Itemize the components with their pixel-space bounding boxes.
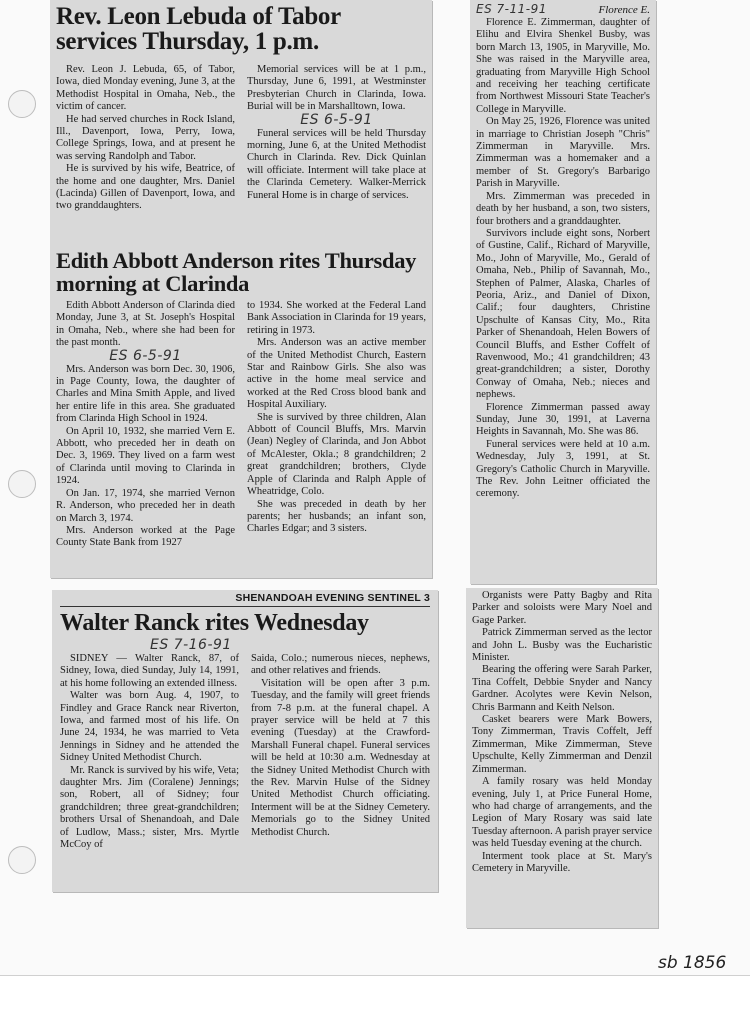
anderson-paragraph: She is survived by three children, Alan Abbott of Council Bluffs, Mrs. Marvin (Jean) Negley of Clarinda, and Jon Abbot of McAlester, Okla.; 8 grandchildren; 2 great grandchildren; brothers, Clyde Apple of Clarinda and Ralph Apple of Wheatridge, Colo. (247, 411, 426, 498)
anderson-paragraph: On Jan. 17, 1974, she married Vernon R. Anderson, who preceded her in death on March 3, 1974. (56, 487, 235, 524)
binder-hole (8, 90, 36, 118)
anderson-paragraph: Mrs. Anderson was born Dec. 30, 1906, in Page County, Iowa, the daughter of Charles and Mina Smith Apple, and lived her entire life in this area. She graduated from Clarinda High School in 1924. (56, 363, 235, 425)
lebuda-paragraph: Memorial services will be at 1 p.m., Thursday, June 6, 1991, at Westminster Presbyterian Church in Clarinda, Iowa. Burial will be in Marshalltown, Iowa. (247, 64, 426, 113)
zimmerman-paragraph: Casket bearers were Mark Bowers, Tony Zimmerman, Travis Coffelt, Jeff Zimmerman, Mike Zimmerman, Steve Upschulte, Kelly Zimmerman and Denzil Zimmerman. (472, 714, 652, 775)
zimmerman-paragraph: Organists were Patty Bagby and Rita Parker and soloists were Mary Noel and Gage Parker. (472, 590, 652, 626)
lebuda-paragraph: He is survived by his wife, Beatrice, of the home and one daughter, Mrs. Daniel (Lacinda) Gillen of Davenport, Iowa, and two granddaughters. (56, 163, 235, 212)
zimmerman-paragraph: On May 25, 1926, Florence was united in marriage to Christian Joseph "Chris" Zimmerman in Maryville. Mrs. Zimmerman was a homemaker and a member of St. Gregory's Barbarigo Parish in Maryville. (476, 116, 650, 190)
clipping-zimmerman (470, 0, 656, 584)
lebuda-paragraph: Rev. Leon J. Lebuda, 65, of Tabor, Iowa, died Monday evening, June 3, at the Methodist Hospital in Omaha, Neb., the victim of cancer. (56, 64, 235, 113)
ranck-paragraph: Walter was born Aug. 4, 1907, to Findley and Grace Ranck near Riverton, Iowa, and farmed most of his life. On June 24, 1934, he was married to Veta Jennings in Sidney and he attended the Sidney United Methodist Church. (60, 690, 239, 764)
ranck-paragraph: Mr. Ranck is survived by his wife, Veta; daughter Mrs. Jim (Coralene) Jennings; son, Robert, all of Sidney; four grandchildren; three great-grandchildren; brothers Ursal of Shenandoah, and Dale of Ludlow, Mass.; sister, Mrs. Myrtle McCoy of (60, 764, 239, 851)
anderson-article (56, 300, 426, 550)
lebuda-headline: Rev. Leon Lebuda of Tabor services Thursday, 1 p.m. (56, 3, 341, 55)
anderson-paragraph: On April 10, 1932, she married Vern E. Abbott, who preceded her in death on Dec. 3, 1969. They lived on a farm west of Clarinda until moving to Clarinda in 1924. (56, 425, 235, 487)
ranck-article (60, 653, 430, 852)
masthead-rule (60, 606, 430, 607)
anderson-paragraph: Mrs. Anderson worked at the Page County State Bank from 1927 (56, 524, 235, 549)
anderson-paragraph: Mrs. Anderson was an active member of the United Methodist Church, Eastern Star and Rainbow Girls. She also was active in the home meal service and worked at the Red Cross blood bank and Hospital Auxiliary. (247, 337, 426, 411)
ranck-paragraph: Visitation will be open after 3 p.m. Tuesday, and the family will greet friends from 7-8 p.m. at the funeral chapel. A prayer service will be held at 7 this evening (Tuesday) at the Crawford-Marshall Funeral chapel. Funeral services will be held at 10:30 a.m. Wednesday at the Sidney United Methodist Church with the Rev. Marvin Hulse of the Sidney United Methodist Church officiating. Interment will be at the Sidney Cemetery. Memorials go to the Sidney United Methodist Church. (251, 677, 430, 838)
zimmerman-paragraph: Florence Zimmerman passed away Sunday, June 30, 1991, at Laverna Heights in Savannah, Mo. She was 86. (476, 401, 650, 438)
zimmerman-paragraph: Bearing the offering were Sarah Parker, Tina Coffelt, Debbie Snyder and Nancy Gardner. Acolytes were Kevin Nelson, Chris Barmann and Keith Nelson. (472, 664, 652, 713)
zimmerman-header-name: Florence E. (598, 4, 650, 16)
zimmerman-article (476, 17, 650, 501)
clipping-ranck (52, 590, 438, 892)
anderson-paragraph: She was preceded in death by her parents; her husbands; an infant son, Charles Edgar; and 3 sisters. (247, 498, 426, 535)
lebuda-paragraph: He had served churches in Rock Island, Ill., Davenport, Iowa, Perry, Iowa, College Springs, Iowa, and at present he was serving Randolph and Tabor. (56, 113, 235, 162)
zimmerman-paragraph: Interment took place at St. Mary's Cemetery in Maryville. (472, 850, 652, 874)
zimmerman-paragraph: Mrs. Zimmerman was preceded in death by her husband, a son, two sisters, four brothers and a granddaughter. (476, 190, 650, 227)
ranck-headline: Walter Ranck rites Wednesday (60, 610, 369, 636)
anderson-paragraph: Edith Abbott Anderson of Clarinda died Monday, June 3, at St. Joseph's Hospital in Omaha, Neb., where she had been for the past month. (56, 300, 235, 349)
binder-hole (8, 470, 36, 498)
zimmerman-paragraph: Survivors include eight sons, Norbert of Gustine, Calif., Richard of Maryville, Mo., John of Maryville, Mo., Gerald of Omaha, Neb., Philip of Savannah, Mo., Stephen of Palmer, Alaska, Charles of Peoria, Ariz., and Daniel of Dixon, Calif.; four daughters, Christine Upschulte of Kansas City, Mo., Rita Parker of Shenandoah, Helen Bowers of Council Bluffs, and Esther Coffelt of Ravenwood, Mo.; 41 grandchildren; 43 great-grandchildren; a sister, Dorothy Conway of Omaha, Neb.; nieces and nephews. (476, 227, 650, 401)
ranck-paragraph: Saida, Colo.; numerous nieces, nephews, and other relatives and friends. (251, 653, 430, 677)
zimmerman-paragraph: Patrick Zimmerman served as the lector and John L. Busby was the Eucharistic Minister. (472, 627, 652, 664)
clipping-lebuda-anderson (50, 0, 432, 578)
lebuda-handwritten-date: ES 6-5-91 (300, 111, 373, 128)
zimmerman-handwritten-date: ES 7-11-91 (476, 2, 547, 16)
lebuda-paragraph: Funeral services will be held Thursday morning, June 6, at the United Methodist Church in Clarinda. Rev. Dick Quinlan will officiate. Interment will take place at the Clarinda Cemetery. Walker-Merrick Funeral Home is in charge of services. (247, 127, 426, 201)
binder-hole (8, 846, 36, 874)
anderson-handwritten-date: ES 6-5-91 (109, 347, 182, 364)
lebuda-article (56, 64, 426, 250)
anderson-paragraph: to 1934. She worked at the Federal Land Bank Association in Clarinda for 19 years, retiring in 1973. (247, 300, 426, 336)
handwritten-document-id: sb 1856 (658, 953, 727, 973)
zimmerman-article-continued (472, 590, 652, 875)
newspaper-masthead: SHENANDOAH EVENING SENTINEL 3 (235, 592, 430, 604)
zimmerman-paragraph: Florence E. Zimmerman, daughter of Elihu and Elvira Shenkel Busby, was born March 13, 1905, in Maryville, Mo. She was raised in the Maryville area, graduating from Maryville High School and receiving her teaching certificate from Northwest Missouri State Teacher's College in Maryville. (476, 17, 650, 115)
clipping-zimmerman-continued (466, 588, 658, 928)
zimmerman-header (476, 2, 650, 17)
anderson-headline: Edith Abbott Anderson rites Thursday morning at Clarinda (56, 248, 417, 296)
ranck-handwritten-date: ES 7-16-91 (150, 637, 232, 653)
zimmerman-paragraph: A family rosary was held Monday evening, July 1, at Price Funeral Home, who had charge of arrangements, and the Legion of Mary Rosary was said late Tuesday afternoon. A parish prayer service was held Tuesday evening at the church. (472, 776, 652, 850)
ranck-paragraph: SIDNEY — Walter Ranck, 87, of Sidney, Iowa, died Sunday, July 14, 1991, at his home following an extended illness. (60, 653, 239, 689)
zimmerman-paragraph: Funeral services were held at 10 a.m. Wednesday, July 3, 1991, at St. Gregory's Catholic Church in Maryville. The Rev. John Leitner officiated the ceremony. (476, 438, 650, 500)
